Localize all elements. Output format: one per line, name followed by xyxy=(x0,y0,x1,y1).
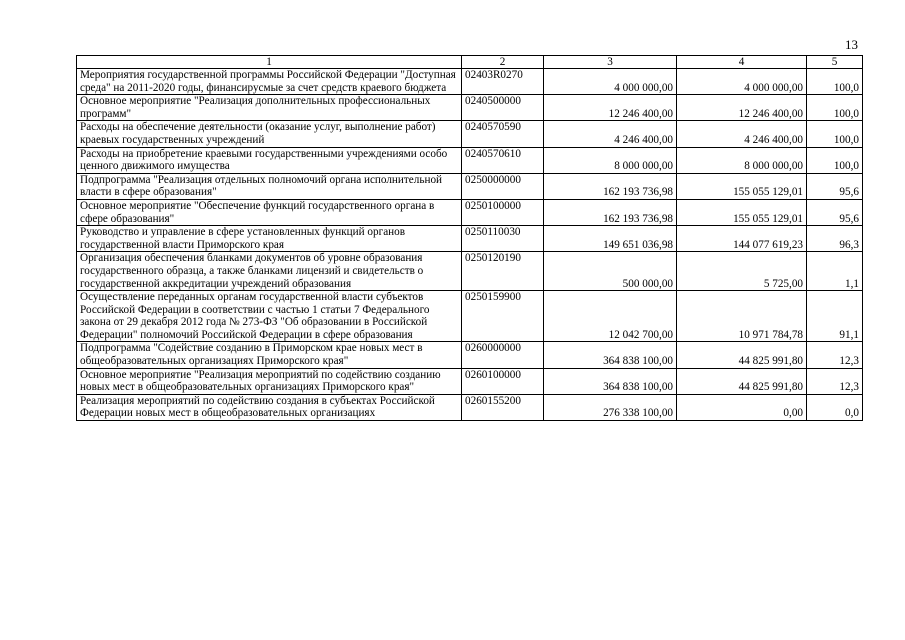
amount-cell-col4: 44 825 991,80 xyxy=(677,368,807,394)
column-header: 1 xyxy=(77,56,462,69)
table-row xyxy=(77,199,863,225)
percent-cell: 100,0 xyxy=(807,147,863,173)
table-row xyxy=(77,173,863,199)
amount-cell-col3: 8 000 000,00 xyxy=(544,147,677,173)
table-row xyxy=(77,226,863,252)
amount-cell-col4: 8 000 000,00 xyxy=(677,147,807,173)
expense-name-cell: Подпрограмма "Реализация отдельных полномочий органа исполнительной власти в сфере образования" xyxy=(77,173,462,199)
budget-code-cell: 0240570610 xyxy=(462,147,544,173)
budget-code-cell: 0260155200 xyxy=(462,394,544,420)
column-header: 5 xyxy=(807,56,863,69)
budget-code-cell: 02403R0270 xyxy=(462,69,544,95)
amount-cell-col4: 10 971 784,78 xyxy=(677,291,807,342)
amount-cell-col4: 144 077 619,23 xyxy=(677,226,807,252)
budget-code-cell: 0250110030 xyxy=(462,226,544,252)
table-row xyxy=(77,95,863,121)
table-row xyxy=(77,368,863,394)
amount-cell-col4: 155 055 129,01 xyxy=(677,199,807,225)
amount-cell-col3: 149 651 036,98 xyxy=(544,226,677,252)
percent-cell: 96,3 xyxy=(807,226,863,252)
table-row xyxy=(77,69,863,95)
amount-cell-col3: 364 838 100,00 xyxy=(544,342,677,368)
percent-cell: 100,0 xyxy=(807,121,863,147)
table-header-row xyxy=(77,56,863,69)
expense-name-cell: Основное мероприятие "Обеспечение функций государственного органа в сфере образования" xyxy=(77,199,462,225)
percent-cell: 100,0 xyxy=(807,69,863,95)
table-row xyxy=(77,252,863,291)
amount-cell-col3: 12 246 400,00 xyxy=(544,95,677,121)
expense-name-cell: Осуществление переданных органам государственной власти субъектов Российской Федерации в соответствии с частью 1 статьи 7 Федерального закона от 29 декабря 2012 года № 273-ФЗ "Об образовании в Российской Федерации" полномочий Российской Федерации в сфере образования xyxy=(77,291,462,342)
budget-code-cell: 0250000000 xyxy=(462,173,544,199)
budget-code-cell: 0250120190 xyxy=(462,252,544,291)
amount-cell-col4: 4 246 400,00 xyxy=(677,121,807,147)
column-header: 3 xyxy=(544,56,677,69)
budget-code-cell: 0260100000 xyxy=(462,368,544,394)
amount-cell-col3: 12 042 700,00 xyxy=(544,291,677,342)
expense-name-cell: Расходы на обеспечение деятельности (оказание услуг, выполнение работ) краевых государственных учреждений xyxy=(77,121,462,147)
column-header: 2 xyxy=(462,56,544,69)
amount-cell-col3: 162 193 736,98 xyxy=(544,173,677,199)
percent-cell: 1,1 xyxy=(807,252,863,291)
expense-name-cell: Подпрограмма "Содействие созданию в Приморском крае новых мест в общеобразовательных организациях Приморского края" xyxy=(77,342,462,368)
amount-cell-col3: 4 246 400,00 xyxy=(544,121,677,147)
budget-code-cell: 0250100000 xyxy=(462,199,544,225)
expense-name-cell: Мероприятия государственной программы Российской Федерации "Доступная среда" на 2011-2020 годы, финансирусмые за счет средств краевого бюджета xyxy=(77,69,462,95)
percent-cell: 0,0 xyxy=(807,394,863,420)
amount-cell-col3: 276 338 100,00 xyxy=(544,394,677,420)
budget-code-cell: 0240500000 xyxy=(462,95,544,121)
expense-name-cell: Организация обеспечения бланками документов об уровне образования государственного образца, а также бланками лицензий и свидетельств о государственной аккредитации учреждений образования xyxy=(77,252,462,291)
expense-name-cell: Реализация мероприятий по содействию создания в субъектах Российской Федерации новых мест в общеобразовательных организациях xyxy=(77,394,462,420)
table-row xyxy=(77,394,863,420)
budget-execution-table xyxy=(76,55,863,421)
expense-name-cell: Основное мероприятие "Реализация дополнительных профессиональных программ" xyxy=(77,95,462,121)
amount-cell-col3: 162 193 736,98 xyxy=(544,199,677,225)
percent-cell: 95,6 xyxy=(807,199,863,225)
percent-cell: 12,3 xyxy=(807,342,863,368)
table-row xyxy=(77,342,863,368)
amount-cell-col4: 0,00 xyxy=(677,394,807,420)
budget-code-cell: 0240570590 xyxy=(462,121,544,147)
amount-cell-col4: 44 825 991,80 xyxy=(677,342,807,368)
percent-cell: 95,6 xyxy=(807,173,863,199)
amount-cell-col4: 5 725,00 xyxy=(677,252,807,291)
amount-cell-col4: 4 000 000,00 xyxy=(677,69,807,95)
table-row xyxy=(77,147,863,173)
expense-name-cell: Руководство и управление в сфере установленных функций органов государственной власти Приморского края xyxy=(77,226,462,252)
table-row xyxy=(77,121,863,147)
amount-cell-col3: 500 000,00 xyxy=(544,252,677,291)
column-header: 4 xyxy=(677,56,807,69)
percent-cell: 12,3 xyxy=(807,368,863,394)
amount-cell-col4: 12 246 400,00 xyxy=(677,95,807,121)
expense-name-cell: Основное мероприятие "Реализация мероприятий по содействию созданию новых мест в общеобразовательных организациях Приморского края" xyxy=(77,368,462,394)
page-number: 13 xyxy=(845,37,858,52)
expense-name-cell: Расходы на приобретение краевыми государственными учреждениями особо ценного движимого имущества xyxy=(77,147,462,173)
table-row xyxy=(77,291,863,342)
percent-cell: 100,0 xyxy=(807,95,863,121)
amount-cell-col3: 4 000 000,00 xyxy=(544,69,677,95)
amount-cell-col4: 155 055 129,01 xyxy=(677,173,807,199)
amount-cell-col3: 364 838 100,00 xyxy=(544,368,677,394)
budget-code-cell: 0250159900 xyxy=(462,291,544,342)
budget-code-cell: 0260000000 xyxy=(462,342,544,368)
percent-cell: 91,1 xyxy=(807,291,863,342)
